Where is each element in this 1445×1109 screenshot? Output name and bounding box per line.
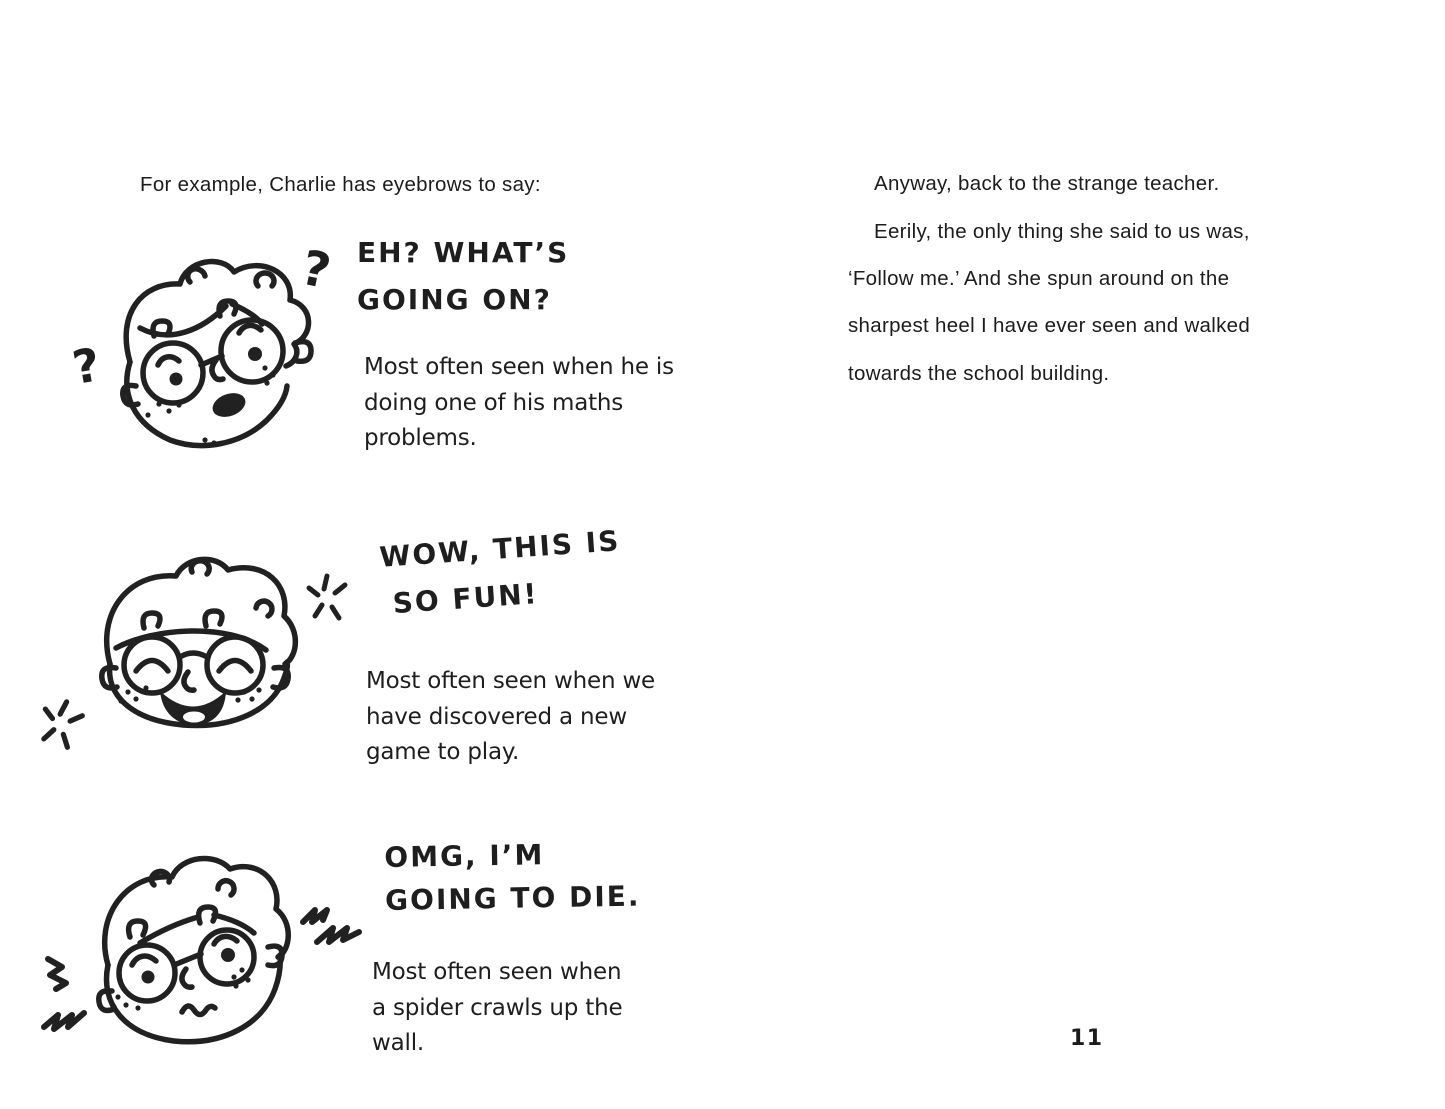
tongue <box>183 712 205 723</box>
eyebrow-tuft <box>205 611 222 626</box>
happy-closed-eye <box>219 661 251 672</box>
nose <box>182 969 192 987</box>
handwritten-caption-confused <box>364 350 674 457</box>
freckle <box>166 408 171 413</box>
shout-line: GOING ON? <box>357 283 552 316</box>
question-mark-icon: ? <box>296 239 336 301</box>
left-pupil <box>170 373 183 386</box>
freckle <box>135 1005 140 1010</box>
caption-line: doing one of his maths <box>364 389 624 416</box>
freckle <box>145 412 150 417</box>
freckle <box>249 696 254 701</box>
shout-line: OMG, I’M <box>384 838 545 874</box>
excited-face-drawing <box>88 552 303 737</box>
worried-eyebrow <box>132 956 156 965</box>
raised-eyebrow <box>239 325 261 333</box>
question-mark-icon: ? <box>68 337 105 395</box>
right-pupil <box>248 347 262 361</box>
hair-curl <box>188 269 205 282</box>
charlie-confused-illustration <box>62 244 327 466</box>
charlie-scared-illustration <box>88 845 293 1050</box>
eyebrow-tuft <box>143 613 160 628</box>
intro-text: For example, Charlie has eyebrows to say: <box>140 173 541 196</box>
shout-line: GOING TO DIE. <box>384 879 641 917</box>
story-paragraph-line: Anyway, back to the strange teacher. <box>874 172 1220 195</box>
story-paragraph-line: ‘Follow me.’ And she spun around on the <box>848 267 1230 290</box>
freckle <box>176 402 181 407</box>
freckle <box>143 685 148 690</box>
right-ear <box>268 946 282 966</box>
freckle <box>202 437 207 442</box>
freckle <box>133 696 138 701</box>
hair-curl <box>256 601 272 616</box>
story-paragraph-line: towards the school building. <box>848 362 1110 385</box>
glasses-right-lens <box>207 637 263 693</box>
caption-line: problems. <box>364 425 477 451</box>
caption-line: a spider crawls up the <box>372 994 623 1021</box>
glasses-bridge <box>180 653 207 657</box>
sparkle-icon <box>32 692 90 754</box>
freckle <box>264 380 269 385</box>
confused-face-drawing <box>62 244 327 466</box>
hair-curl <box>218 881 234 895</box>
freckle <box>231 974 236 979</box>
hair-curl <box>256 273 274 286</box>
shout-line: SO FUN! <box>391 577 540 621</box>
handwritten-caption-scared <box>372 955 622 1062</box>
shout-caption-scared <box>384 832 641 922</box>
freckle <box>245 977 250 982</box>
handwritten-caption-excited <box>366 664 655 771</box>
glasses-left-lens <box>124 637 180 693</box>
freckle <box>211 440 216 445</box>
caption-line: Most often seen when we <box>366 668 656 694</box>
nose <box>184 672 194 690</box>
freckle <box>233 983 238 988</box>
happy-closed-eye <box>136 661 168 672</box>
freckle <box>256 687 261 692</box>
shout-line: EH? WHAT’S <box>357 236 570 269</box>
sparkle-icon <box>305 572 349 622</box>
worried-eyebrow <box>158 357 179 365</box>
story-paragraph-line: sharpest heel I have ever seen and walked <box>848 314 1251 337</box>
freckle <box>156 401 161 406</box>
freckle <box>262 365 267 370</box>
caption-line: Most often seen when he is <box>364 354 674 380</box>
freckle <box>270 372 275 377</box>
hair-fringe <box>140 917 198 943</box>
caption-line: have discovered a new <box>366 703 627 730</box>
face-outline <box>127 362 287 446</box>
shout-caption-excited <box>378 517 625 628</box>
story-paragraph-line: Eerily, the only thing she said to us was, <box>874 220 1250 243</box>
zigzag-stress-icon <box>295 900 363 950</box>
glasses-bridge <box>174 954 201 965</box>
freckle <box>241 689 246 694</box>
eyebrow-tuft <box>129 921 146 937</box>
hair-curl <box>191 561 209 574</box>
left-pupil <box>142 971 155 984</box>
caption-line: Most often seen when <box>372 959 622 985</box>
scared-face-drawing <box>88 845 293 1050</box>
freckle <box>118 698 123 703</box>
freckle <box>235 697 240 702</box>
open-mouth <box>209 389 248 421</box>
freckle <box>111 1004 116 1009</box>
right-pupil <box>221 948 235 962</box>
freckle <box>239 967 244 972</box>
freckle <box>123 1002 128 1007</box>
page-number: 11 <box>1070 1026 1104 1051</box>
glasses-left-lens <box>143 343 203 403</box>
eyebrow-tuft <box>219 301 236 316</box>
freckle <box>125 689 130 694</box>
worried-eyebrow <box>214 936 237 944</box>
squiggle-mouth <box>182 1006 215 1015</box>
freckle <box>115 994 120 999</box>
charlie-excited-illustration <box>88 552 303 737</box>
caption-line: game to play. <box>366 739 520 765</box>
caption-line: wall. <box>372 1030 424 1056</box>
zigzag-stress-icon <box>38 955 93 1035</box>
shout-caption-confused <box>357 229 569 323</box>
shout-line: WOW, THIS IS <box>378 524 622 574</box>
